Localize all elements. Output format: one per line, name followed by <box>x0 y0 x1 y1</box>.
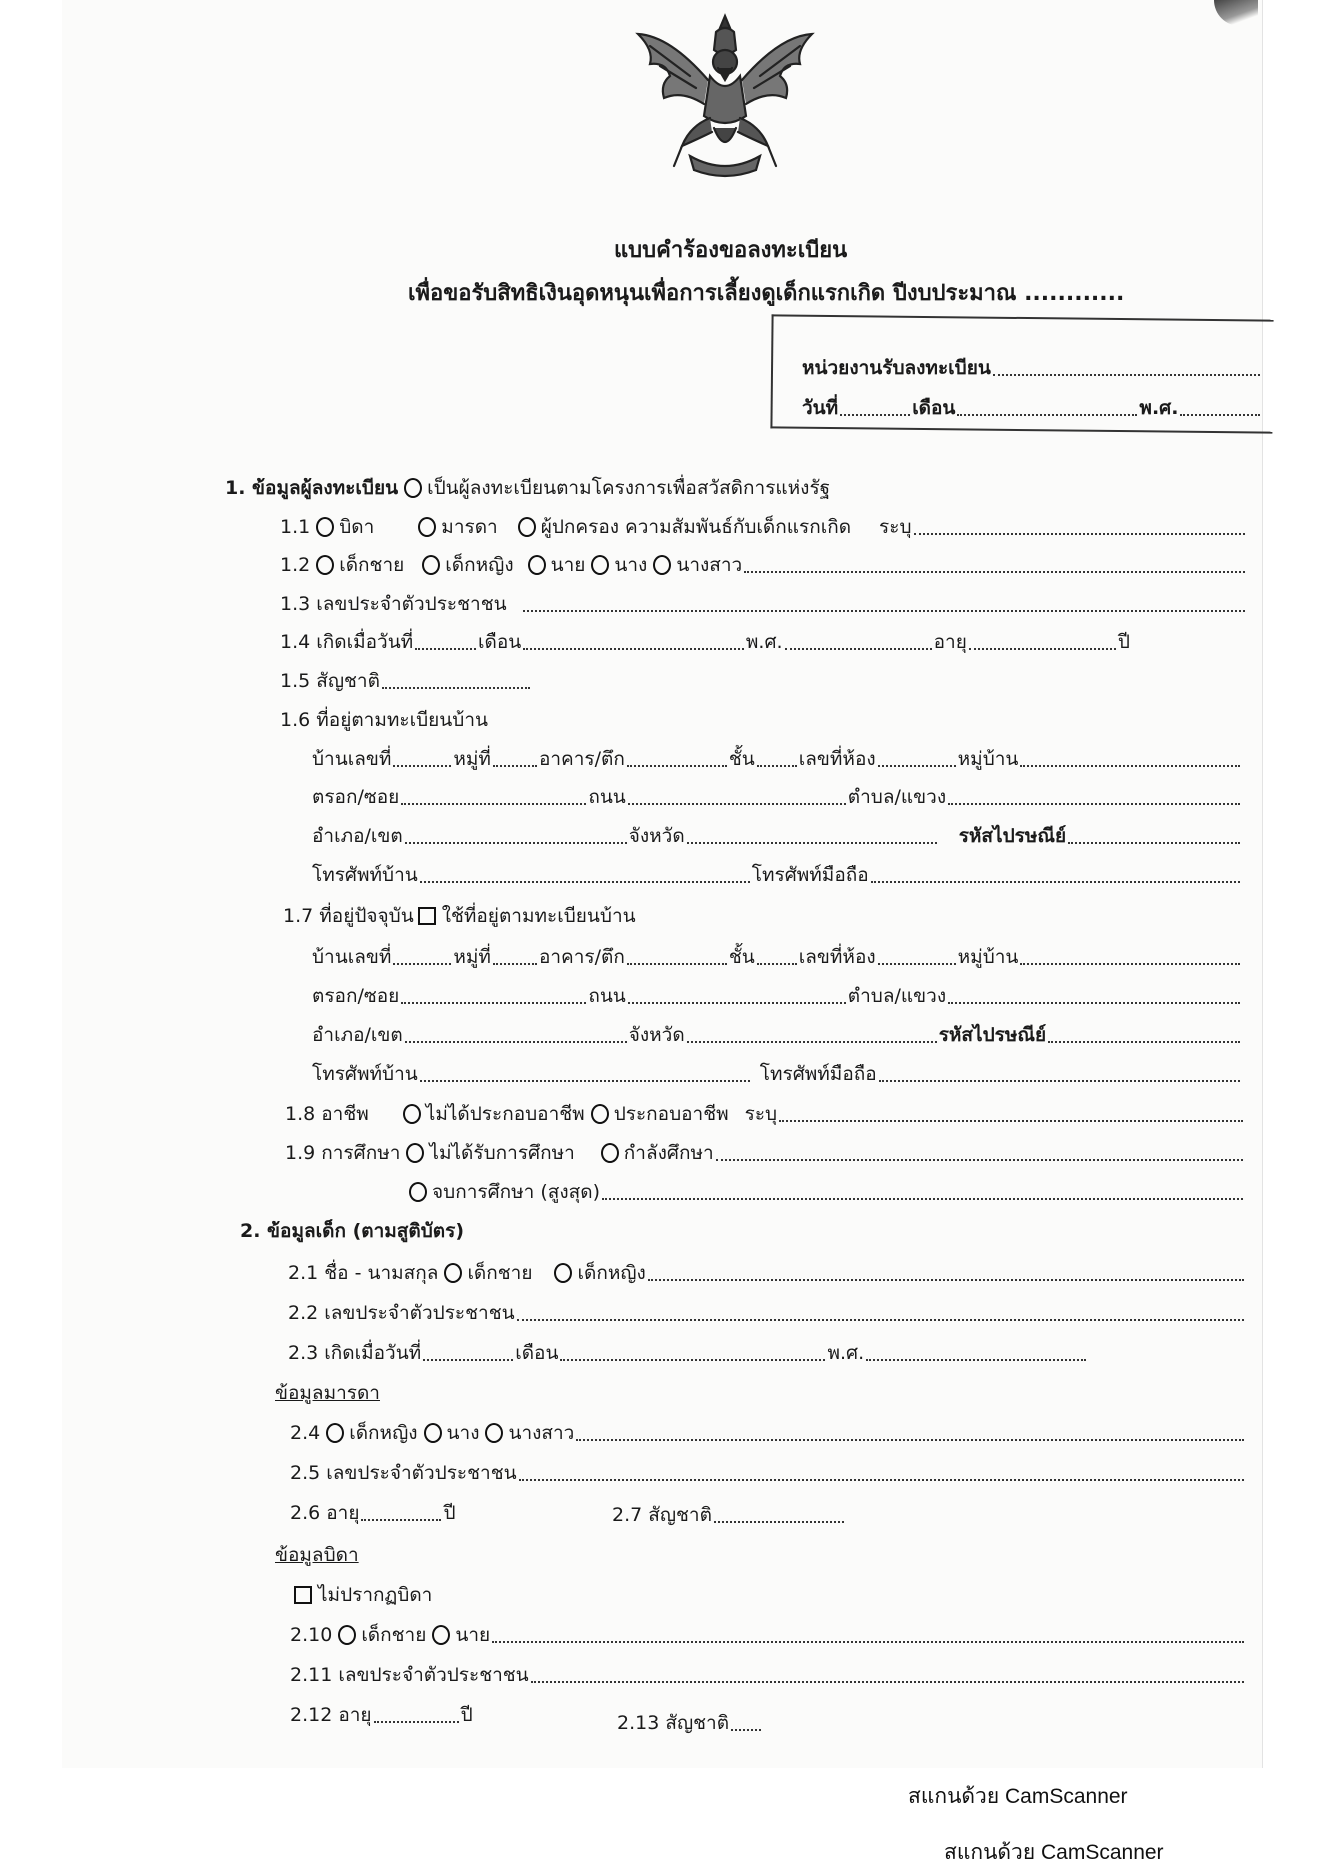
mother-id-field[interactable] <box>519 1473 1244 1481</box>
registrant-name-field[interactable] <box>744 565 1245 573</box>
occupation-field[interactable] <box>779 1114 1243 1122</box>
q1-7-address-row2: ตรอก/ซอย ถนน ตำบล/แขวง <box>312 983 1242 1009</box>
q1-2-title: 1.2 เด็กชาย เด็กหญิง นาย นาง นางสาว <box>280 552 1247 578</box>
cur-postal-field[interactable] <box>1048 1035 1240 1043</box>
cur-floor-field[interactable] <box>757 957 797 965</box>
reg-day-field[interactable] <box>840 408 910 416</box>
q1-7-address-row3: อำเภอ/เขต จังหวัด รหัสไปรษณีย์ <box>312 1022 1242 1048</box>
birth-year-field[interactable] <box>785 642 932 650</box>
father-mr-radio[interactable] <box>432 1625 450 1645</box>
q1-9-graduated: จบการศึกษา (สูงสุด) <box>403 1179 1245 1205</box>
reg-home-phone-field[interactable] <box>420 875 750 883</box>
no-education-radio[interactable] <box>406 1143 424 1163</box>
has-occupation-radio[interactable] <box>591 1104 609 1124</box>
cur-building-field[interactable] <box>627 957 727 965</box>
cur-moo-field[interactable] <box>493 957 537 965</box>
cur-district-field[interactable] <box>405 1035 627 1043</box>
studying-field[interactable] <box>716 1153 1243 1161</box>
father-boy-radio[interactable] <box>338 1625 356 1645</box>
q1-6-address-row3: อำเภอ/เขต จังหวัด รหัสไปรษณีย์ <box>312 823 1242 849</box>
boy-radio[interactable] <box>316 555 334 575</box>
form-title: แบบคำร้องขอลงทะเบียน <box>614 238 848 263</box>
child-name-field[interactable] <box>648 1273 1244 1281</box>
child-birth-year-field[interactable] <box>866 1353 1086 1361</box>
graduated-radio[interactable] <box>409 1182 427 1202</box>
father-radio[interactable] <box>316 517 334 537</box>
q2-1-child-name: 2.1 ชื่อ - นามสกุล เด็กชาย เด็กหญิง <box>288 1260 1246 1286</box>
mother-info-heading: ข้อมูลมารดา <box>275 1382 380 1404</box>
reg-floor-field[interactable] <box>757 759 797 767</box>
no-occupation-radio[interactable] <box>403 1104 421 1124</box>
q1-4-birthdate: 1.4 เกิดเมื่อวันที่ เดือน พ.ศ. อายุ ปี <box>280 631 1130 653</box>
reg-date-line: วันที่ เดือน พ.ศ. <box>802 395 1262 421</box>
cur-mobile-field[interactable] <box>879 1074 1240 1082</box>
form-subtitle: เพื่อขอรับสิทธิเงินอุดหนุนเพื่อการเลี้ยงดูเด็กแรกเกิด ปีงบประมาณ ............ <box>408 281 1125 306</box>
cur-home-phone-field[interactable] <box>420 1074 750 1082</box>
registrant-age-field[interactable] <box>969 642 1116 650</box>
reg-mobile-field[interactable] <box>871 875 1240 883</box>
welfare-radio[interactable] <box>404 478 422 498</box>
cur-village-field[interactable] <box>1020 957 1240 965</box>
q1-7-phone-row: โทรศัพท์บ้าน โทรศัพท์มือถือ <box>312 1061 1242 1087</box>
scanner-note-2: สแกนด้วย CamScanner <box>944 1841 1164 1864</box>
q1-6-address-row1: บ้านเลขที่ หมู่ที่ อาคาร/ตึก ชั้น เลขที่ห้อง หมู่บ้าน <box>312 746 1242 772</box>
reg-moo-field[interactable] <box>493 759 537 767</box>
father-nationality-field[interactable] <box>731 1723 761 1731</box>
father-age-field[interactable] <box>374 1715 459 1723</box>
registrant-id-field[interactable] <box>523 604 1245 612</box>
studying-radio[interactable] <box>601 1143 619 1163</box>
reg-subdistrict-field[interactable] <box>948 797 1240 805</box>
graduated-field[interactable] <box>602 1192 1243 1200</box>
same-address-checkbox[interactable] <box>418 907 436 925</box>
q2-6-mother-age: 2.6 อายุ ปี <box>290 1502 456 1524</box>
reg-month-field[interactable] <box>957 408 1137 416</box>
reg-road-field[interactable] <box>628 797 846 805</box>
q1-6-heading: 1.6 ที่อยู่ตามทะเบียนบ้าน <box>280 709 488 731</box>
reg-postal-field[interactable] <box>1068 836 1240 844</box>
mother-radio[interactable] <box>418 517 436 537</box>
cur-house-no-field[interactable] <box>393 957 451 965</box>
registrant-nationality-field[interactable] <box>382 681 530 689</box>
no-father-row: ไม่ปรากฏบิดา <box>290 1582 432 1608</box>
mother-miss-radio[interactable] <box>485 1423 503 1443</box>
birth-day-field[interactable] <box>415 642 476 650</box>
mother-mrs-radio[interactable] <box>424 1423 442 1443</box>
q1-6-phone-row: โทรศัพท์บ้าน โทรศัพท์มือถือ <box>312 862 1242 888</box>
mother-name-field[interactable] <box>576 1433 1244 1441</box>
cur-road-field[interactable] <box>628 996 846 1004</box>
father-name-field[interactable] <box>492 1635 1244 1643</box>
mother-girl-radio[interactable] <box>326 1423 344 1443</box>
girl-radio[interactable] <box>422 555 440 575</box>
q2-10-father-title: 2.10 เด็กชาย นาย <box>290 1622 1246 1648</box>
child-boy-radio[interactable] <box>444 1263 462 1283</box>
q2-12-father-age: 2.12 อายุ ปี <box>290 1704 473 1726</box>
mother-nationality-field[interactable] <box>714 1515 844 1523</box>
cur-subdistrict-field[interactable] <box>948 996 1240 1004</box>
q1-7-address-row1: บ้านเลขที่ หมู่ที่ อาคาร/ตึก ชั้น เลขที่ห้อง หมู่บ้าน <box>312 944 1242 970</box>
mother-age-field[interactable] <box>361 1513 441 1521</box>
reg-soi-field[interactable] <box>401 797 586 805</box>
q1-6-address-row2: ตรอก/ซอย ถนน ตำบล/แขวง <box>312 784 1242 810</box>
scanner-note-1: สแกนด้วย CamScanner <box>908 1785 1128 1808</box>
father-id-field[interactable] <box>531 1675 1244 1683</box>
q2-7-mother-nationality: 2.7 สัญชาติ <box>612 1502 846 1528</box>
q1-8-occupation: 1.8 อาชีพ ไม่ได้ประกอบอาชีพ ประกอบอาชีพ ระบุ <box>285 1101 1245 1127</box>
q2-11-father-id: 2.11 เลขประจำตัวประชาชน <box>290 1662 1246 1688</box>
q1-3-id: 1.3 เลขประจำตัวประชาชน <box>280 591 1247 617</box>
reg-house-no-field[interactable] <box>393 759 451 767</box>
q2-2-child-id: 2.2 เลขประจำตัวประชาชน <box>288 1300 1246 1326</box>
relationship-field[interactable] <box>914 527 1245 535</box>
q1-1-relationship: 1.1 บิดา มารดา ผู้ปกครอง ความสัมพันธ์กับเด็กแรกเกิด ระบุ <box>280 514 1247 540</box>
q2-13-father-nationality: 2.13 สัญชาติ <box>617 1710 763 1736</box>
mrs-radio[interactable] <box>591 555 609 575</box>
guardian-radio[interactable] <box>518 517 536 537</box>
reg-province-field[interactable] <box>687 836 937 844</box>
reg-village-field[interactable] <box>1020 759 1240 767</box>
father-info-heading: ข้อมูลบิดา <box>275 1544 359 1566</box>
cur-soi-field[interactable] <box>401 996 586 1004</box>
no-father-checkbox[interactable] <box>294 1586 312 1604</box>
section2-heading: 2. ข้อมูลเด็ก (ตามสูติบัตร) <box>240 1220 465 1242</box>
cur-room-field[interactable] <box>878 957 956 965</box>
miss-radio[interactable] <box>653 555 671 575</box>
q2-5-mother-id: 2.5 เลขประจำตัวประชาชน <box>290 1460 1246 1486</box>
q1-9-education: 1.9 การศึกษา ไม่ได้รับการศึกษา กำลังศึกษา <box>285 1140 1245 1166</box>
office-line: หน่วยงานรับลงทะเบียน <box>802 355 1262 381</box>
garuda-emblem <box>630 6 820 191</box>
q2-3-child-birthdate: 2.3 เกิดเมื่อวันที่ เดือน พ.ศ. <box>288 1340 1088 1366</box>
child-birth-month-field[interactable] <box>560 1353 825 1361</box>
reg-room-field[interactable] <box>878 759 956 767</box>
birth-month-field[interactable] <box>523 642 744 650</box>
q1-7-heading: 1.7 ที่อยู่ปัจจุบัน ใช้ที่อยู่ตามทะเบียนบ้าน <box>283 905 636 927</box>
reg-building-field[interactable] <box>627 759 727 767</box>
q2-4-mother-title: 2.4 เด็กหญิง นาง นางสาว <box>290 1420 1246 1446</box>
reg-year-field[interactable] <box>1180 408 1260 416</box>
cur-province-field[interactable] <box>687 1035 937 1043</box>
mr-radio[interactable] <box>528 555 546 575</box>
office-field[interactable] <box>993 368 1260 376</box>
child-girl-radio[interactable] <box>554 1263 572 1283</box>
child-birth-day-field[interactable] <box>423 1353 513 1361</box>
reg-district-field[interactable] <box>405 836 627 844</box>
section1-heading: 1. ข้อมูลผู้ลงทะเบียน เป็นผู้ลงทะเบียนตามโครงการเพื่อสวัสดิการแห่งรัฐ <box>225 477 831 499</box>
q1-5-nationality: 1.5 สัญชาติ <box>280 668 532 694</box>
child-id-field[interactable] <box>517 1313 1244 1321</box>
